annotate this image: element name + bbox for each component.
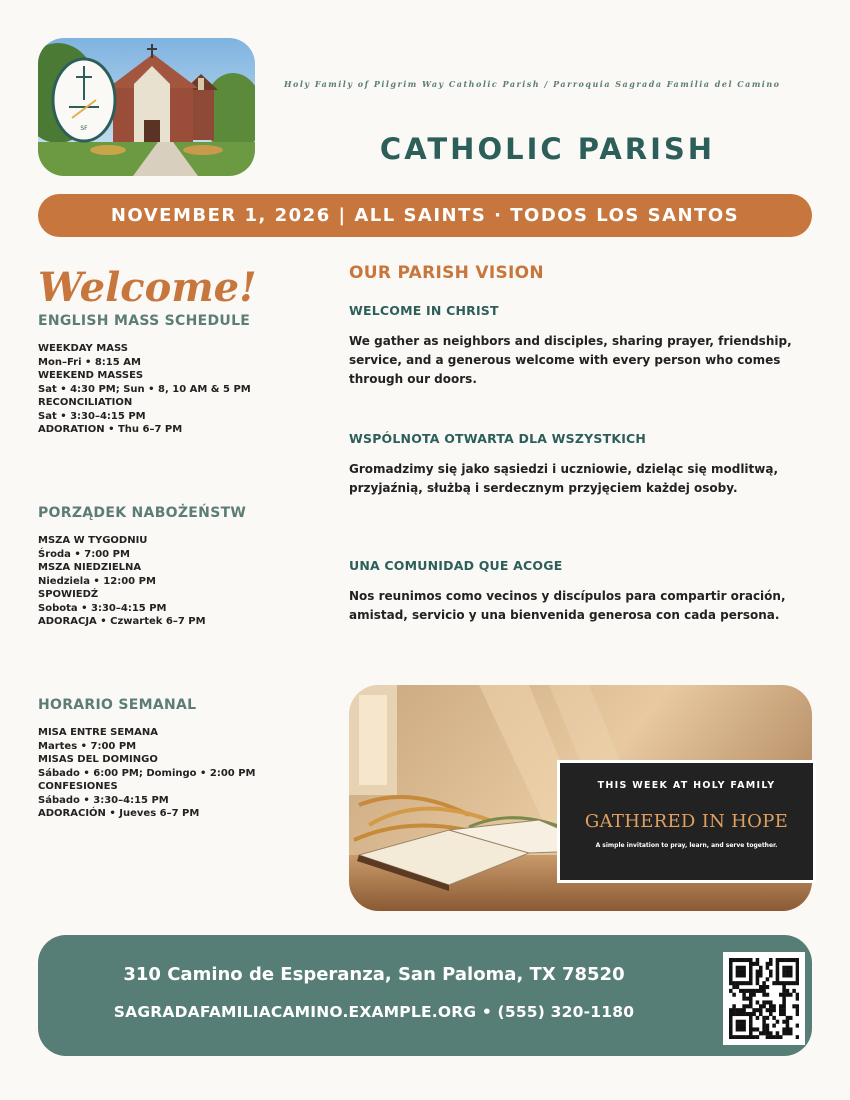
promo-card — [557, 760, 816, 883]
vision-block-spanish — [349, 558, 814, 625]
welcome-heading: Welcome! — [38, 264, 257, 311]
vision-block-text: Gromadzimy się jako sąsiedzi i uczniowie, dzieląc się modlitwą, przyjaźnią, służbą i serdecznym przyjęciem każdej osoby. — [349, 462, 779, 495]
vision-section — [349, 263, 814, 283]
schedule-row: Sábado • 6:00 PM; Domingo • 2:00 PM — [38, 767, 256, 779]
page-title: CATHOLIC PARISH — [379, 132, 716, 166]
vision-block-text: Nos reunimos como vecinos y discípulos para compartir oración, amistad, servicio y una bienvenida generosa con cada persona. — [349, 589, 786, 622]
schedule-row: Sobota • 3:30–4:15 PM — [38, 602, 167, 614]
schedule-row: MISA ENTRE SEMANA — [38, 727, 158, 738]
schedule-heading: ENGLISH MASS SCHEDULE — [38, 313, 251, 329]
vision-heading: OUR PARISH VISION — [349, 263, 544, 283]
schedule-row: Środa • 7:00 PM — [38, 548, 130, 560]
footer — [38, 935, 812, 1056]
schedule-row: Martes • 7:00 PM — [38, 740, 137, 752]
date-banner: NOVEMBER 1, 2026 | ALL SAINTS · TODOS LOS SANTOS — [38, 194, 812, 237]
schedule-row: MISAS DEL DOMINGO — [38, 754, 158, 765]
schedule-row: ADORACIÓN • Jueves 6–7 PM — [38, 808, 200, 819]
schedule-row: MSZA W TYGODNIU — [38, 535, 148, 546]
schedule-polish — [38, 505, 328, 629]
schedule-row: CONFESIONES — [38, 781, 118, 792]
schedule-row: ADORATION • Thu 6–7 PM — [38, 424, 183, 435]
parish-name-line: Holy Family of Pilgrim Way Catholic Parish / Parroquia Sagrada Familia del Camino — [284, 79, 781, 89]
schedule-row: WEEKEND MASSES — [38, 370, 144, 381]
schedule-row: Sábado • 3:30–4:15 PM — [38, 794, 169, 806]
footer-web-phone: SAGRADAFAMILIACAMINO.EXAMPLE.ORG • (555) 320-1180 — [113, 1003, 635, 1021]
vision-block-title: WSPÓLNOTA OTWARTA DLA WSZYSTKICH — [349, 431, 647, 446]
schedule-row: MSZA NIEDZIELNA — [38, 562, 142, 573]
schedule-row: SPOWIEDŹ — [38, 589, 99, 600]
qr-code-icon — [729, 958, 799, 1039]
promo-kicker: THIS WEEK AT HOLY FAMILY — [597, 780, 776, 791]
vision-block-title: WELCOME IN CHRIST — [349, 303, 499, 318]
vision-block-polish — [349, 431, 814, 498]
promo-subtitle: A simple invitation to pray, learn, and serve together. — [595, 842, 778, 849]
footer-address: 310 Camino de Esperanza, San Paloma, TX 78520 — [123, 964, 625, 985]
vision-block-title: UNA COMUNIDAD QUE ACOGE — [349, 558, 563, 573]
schedule-row: Mon–Fri • 8:15 AM — [38, 356, 141, 368]
promo-headline: GATHERED IN HOPE — [584, 811, 789, 832]
logo-initials: SF — [80, 125, 88, 132]
church-illustration — [38, 38, 255, 176]
schedule-row: Sat • 3:30–4:15 PM — [38, 410, 146, 422]
qr-code[interactable] — [723, 952, 805, 1045]
schedule-heading: PORZĄDEK NABOŻEŃSTW — [38, 505, 247, 521]
schedule-english — [38, 313, 328, 437]
schedule-heading: HORARIO SEMANAL — [38, 697, 197, 713]
schedule-spanish — [38, 697, 328, 821]
schedule-row: Niedziela • 12:00 PM — [38, 575, 156, 587]
vision-block-english — [349, 303, 814, 389]
vision-block-text: We gather as neighbors and disciples, sharing prayer, friendship, service, and a generous welcome with every person who comes through our doors. — [349, 334, 792, 386]
schedule-row: WEEKDAY MASS — [38, 343, 128, 354]
schedule-row: Sat • 4:30 PM; Sun • 8, 10 AM & 5 PM — [38, 383, 251, 395]
schedule-row: RECONCILIATION — [38, 397, 133, 408]
church-photo — [38, 38, 255, 176]
schedule-row: ADORACJA • Czwartek 6–7 PM — [38, 616, 206, 627]
